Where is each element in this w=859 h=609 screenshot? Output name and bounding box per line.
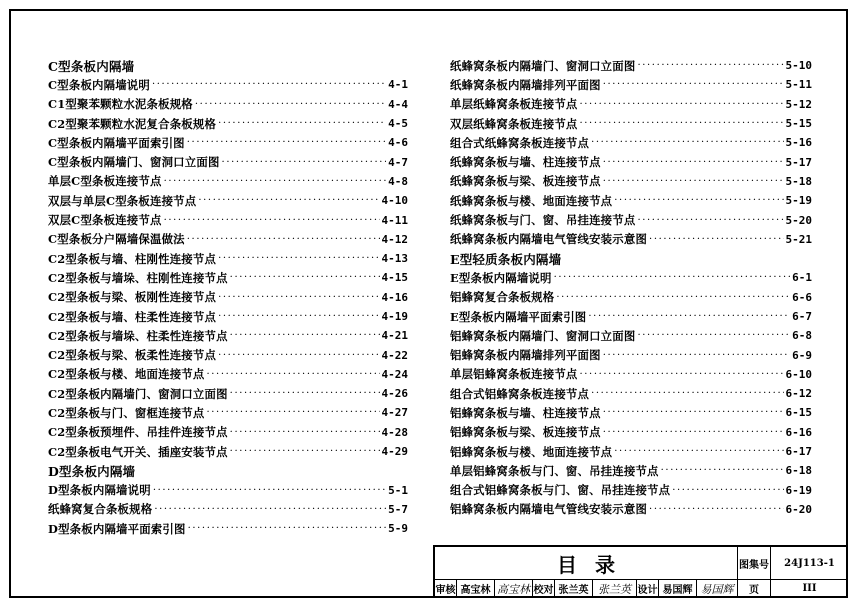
toc-entry-title: 纸蜂窝条板内隔墙电气管线安装示意图	[450, 232, 648, 247]
toc-entry[interactable]	[450, 114, 812, 133]
toc-entry-title: 组合式纸蜂窝条板连接节点	[450, 135, 590, 150]
review-label: 审核	[435, 580, 457, 598]
toc-left-column	[48, 56, 408, 538]
toc-entry-page: 4-10	[381, 194, 408, 208]
designer-signature-text: 易国辉	[700, 582, 734, 596]
toc-entry-title: C2型条板与梁、板柔性连接节点	[48, 348, 217, 363]
leader-dots	[152, 79, 386, 90]
toc-entry-page: 4-11	[381, 213, 408, 227]
toc-entry[interactable]	[48, 384, 408, 403]
leader-dots	[164, 215, 380, 226]
toc-entry[interactable]	[48, 172, 408, 191]
toc-entry-page: 4-29	[381, 445, 408, 459]
toc-entry-title: C2型条板内隔墙门、窗洞口立面图	[48, 386, 228, 401]
leader-dots	[649, 504, 783, 515]
toc-entry-title: C型条板内隔墙门、窗洞口立面图	[48, 155, 220, 170]
toc-entry-title: 铝蜂窝条板与梁、板连接节点	[450, 425, 601, 440]
leader-dots	[230, 446, 380, 457]
toc-entry-title: 铝蜂窝条板内隔墙电气管线安装示意图	[450, 502, 648, 517]
toc-entry[interactable]	[450, 500, 812, 519]
toc-entry-title: D型条板内隔墙平面索引图	[48, 521, 186, 536]
toc-entry-title: C2型条板与楼、地面连接节点	[48, 367, 205, 382]
leader-dots	[637, 60, 783, 71]
toc-entry-page: 4-4	[388, 97, 408, 111]
toc-entry[interactable]	[450, 365, 812, 384]
leader-dots	[218, 292, 379, 303]
leader-dots	[222, 157, 387, 168]
toc-entry-title: C2型条板与墙垛、柱柔性连接节点	[48, 328, 228, 343]
toc-entry-title: C型条板内隔墙说明	[48, 77, 150, 92]
toc-entry-page: 6-20	[785, 502, 812, 516]
toc-entry-page: 4-12	[381, 232, 408, 246]
toc-entry-title: 组合式铝蜂窝条板连接节点	[450, 386, 590, 401]
toc-entry-page: 6-19	[785, 483, 812, 497]
toc-entry[interactable]	[450, 191, 812, 210]
leader-dots	[198, 195, 379, 206]
leader-dots	[218, 118, 386, 129]
leader-dots	[206, 369, 379, 380]
toc-entry-page: 4-22	[381, 348, 408, 362]
toc-entry[interactable]	[48, 114, 408, 133]
reviewer-signature-text: 高宝林	[497, 582, 530, 596]
toc-entry-page: 4-19	[381, 310, 408, 323]
designer-name: 易国辉	[659, 580, 697, 598]
leader-dots	[637, 330, 790, 341]
toc-entry[interactable]	[48, 403, 408, 422]
toc-entry-page: 6-16	[785, 425, 812, 439]
toc-entry-title: C2型条板预埋件、吊挂件连接节点	[48, 425, 228, 440]
toc-entry-title: C2型条板与梁、板刚性连接节点	[48, 290, 217, 305]
toc-entry-title: 纸蜂窝条板与墙、柱连接节点	[450, 155, 601, 170]
leader-dots	[154, 504, 386, 515]
designer-signature	[697, 580, 738, 598]
toc-entry[interactable]	[48, 519, 408, 538]
leader-dots	[649, 234, 783, 245]
leader-dots	[580, 99, 784, 110]
toc-entry[interactable]	[48, 95, 408, 114]
toc-entry[interactable]	[48, 152, 408, 171]
leader-dots	[672, 485, 783, 496]
atlas-number: 24J113-1	[771, 547, 848, 580]
toc-entry-page: 6-9	[792, 348, 812, 362]
toc-entry[interactable]	[450, 481, 812, 500]
toc-entry-page: 4-8	[388, 174, 408, 188]
leader-dots	[206, 407, 379, 418]
toc-entry-page: 4-1	[388, 78, 408, 92]
toc-entry-page: 4-24	[381, 367, 408, 381]
toc-entry-title: D型条板内隔墙说明	[48, 483, 151, 498]
leader-dots	[637, 215, 783, 226]
toc-entry[interactable]	[48, 75, 408, 94]
toc-entry[interactable]	[450, 56, 812, 75]
toc-right-column	[450, 56, 812, 519]
leader-dots	[603, 427, 784, 438]
toc-entry[interactable]	[450, 384, 812, 403]
toc-entry-page: 5-16	[785, 136, 812, 150]
leader-dots	[603, 176, 784, 187]
leader-dots	[580, 369, 784, 380]
checker-signature-text: 张兰英	[598, 582, 631, 596]
checker-name: 张兰英	[555, 580, 593, 598]
toc-entry[interactable]	[48, 365, 408, 384]
toc-entry-page: 6-12	[785, 387, 812, 401]
toc-entry-page: 4-6	[388, 136, 408, 150]
toc-entry-title: C2型条板与墙垛、柱刚性连接节点	[48, 270, 228, 285]
section-heading-text: E型轻质条板内隔墙	[450, 251, 562, 267]
leader-dots	[588, 311, 790, 322]
toc-entry-title: 纸蜂窝条板内隔墙门、窗洞口立面图	[450, 58, 636, 73]
leader-dots	[230, 330, 380, 341]
atlas-number-label: 图集号	[738, 547, 771, 580]
toc-entry-page: 4-27	[381, 406, 408, 420]
toc-entry-title: 纸蜂窝条板与楼、地面连接节点	[450, 193, 613, 208]
leader-dots	[218, 311, 379, 322]
toc-entry-title: 纸蜂窝条板与门、窗、吊挂连接节点	[450, 213, 636, 228]
leader-dots	[230, 272, 380, 283]
leader-dots	[554, 272, 791, 283]
toc-entry-title: E型条板内隔墙说明	[450, 270, 552, 285]
toc-entry-page: 5-10	[785, 59, 812, 73]
toc-entry[interactable]	[450, 172, 812, 191]
toc-entry-title: 纸蜂窝条板内隔墙排列平面图	[450, 77, 601, 92]
toc-entry-page: 6-7	[792, 310, 812, 323]
toc-entry[interactable]	[450, 288, 812, 307]
leader-dots	[195, 99, 386, 110]
toc-entry-title: 纸蜂窝复合条板规格	[48, 502, 153, 517]
toc-entry-title: 单层铝蜂窝条板连接节点	[450, 367, 578, 382]
toc-entry-page: 6-8	[792, 329, 812, 343]
toc-entry-page: 5-19	[785, 194, 812, 208]
toc-entry-title: 铝蜂窝条板与楼、地面连接节点	[450, 444, 613, 459]
toc-entry[interactable]	[450, 461, 812, 480]
toc-entry-title: C2型条板电气开关、插座安装节点	[48, 444, 228, 459]
toc-entry[interactable]	[450, 230, 812, 249]
reviewer-signature	[495, 580, 533, 598]
toc-entry-title: E型条板内隔墙平面索引图	[450, 309, 587, 324]
toc-entry[interactable]	[450, 442, 812, 461]
toc-entry[interactable]	[450, 152, 812, 171]
toc-entry-title: 单层C型条板连接节点	[48, 174, 162, 189]
leader-dots	[603, 157, 784, 168]
toc-entry-title: C2型条板与墙、柱柔性连接节点	[48, 309, 217, 324]
toc-entry[interactable]	[450, 423, 812, 442]
leader-dots	[187, 234, 380, 245]
toc-entry-page: 6-15	[785, 406, 812, 420]
checker-signature	[593, 580, 637, 598]
toc-entry-page: 4-15	[381, 271, 408, 285]
toc-entry[interactable]	[48, 249, 408, 268]
page-label: 页	[738, 580, 771, 598]
leader-dots	[187, 137, 386, 148]
title-block	[433, 545, 848, 598]
leader-dots	[591, 388, 783, 399]
toc-entry[interactable]	[48, 442, 408, 461]
toc-entry-title: 纸蜂窝条板与梁、板连接节点	[450, 174, 601, 189]
toc-entry-title: 双层C型条板连接节点	[48, 213, 162, 228]
toc-entry-page: 4-21	[381, 329, 408, 343]
toc-entry-title: 单层铝蜂窝条板与门、窗、吊挂连接节点	[450, 463, 659, 478]
toc-entry-page: 5-17	[785, 155, 812, 169]
toc-entry-title: 铝蜂窝条板内隔墙排列平面图	[450, 348, 601, 363]
document-title: 目录	[435, 547, 738, 580]
toc-entry[interactable]	[48, 230, 408, 249]
toc-entry[interactable]	[48, 345, 408, 364]
toc-entry-title: 双层纸蜂窝条板连接节点	[450, 116, 578, 131]
toc-entry-title: C2型条板与门、窗框连接节点	[48, 405, 205, 420]
toc-entry[interactable]	[48, 500, 408, 519]
toc-entry[interactable]	[450, 268, 812, 287]
toc-entry-page: 5-9	[388, 522, 408, 536]
design-label: 设计	[637, 580, 659, 598]
leader-dots	[603, 79, 784, 90]
toc-entry-title: C2型聚苯颗粒水泥复合条板规格	[48, 116, 217, 131]
toc-entry-page: 4-13	[381, 252, 408, 266]
toc-entry-title: C型条板内隔墙平面索引图	[48, 135, 185, 150]
section-heading-text: C型条板内隔墙	[48, 58, 135, 74]
toc-entry[interactable]	[450, 210, 812, 229]
toc-entry-page: 5-11	[785, 78, 812, 92]
toc-entry[interactable]	[450, 345, 812, 364]
toc-entry[interactable]	[48, 288, 408, 307]
toc-entry-page: 6-6	[792, 290, 812, 304]
leader-dots	[580, 118, 784, 129]
leader-dots	[614, 446, 783, 457]
toc-entry-title: 双层与单层C型条板连接节点	[48, 193, 197, 208]
toc-entry-page: 4-28	[381, 425, 408, 439]
page-number: III	[771, 580, 848, 598]
toc-entry[interactable]	[48, 133, 408, 152]
toc-entry-title: 组合式铝蜂窝条板与门、窗、吊挂连接节点	[450, 483, 671, 498]
toc-entry-page: 5-18	[785, 174, 812, 188]
toc-entry-page: 6-17	[785, 445, 812, 459]
toc-entry[interactable]	[48, 210, 408, 229]
toc-entry-page: 5-12	[785, 97, 812, 111]
section-heading	[48, 56, 408, 75]
leader-dots	[556, 292, 790, 303]
toc-entry-page: 5-7	[388, 502, 408, 516]
leader-dots	[230, 427, 380, 438]
toc-entry[interactable]	[450, 326, 812, 345]
leader-dots	[153, 485, 386, 496]
toc-entry-page: 5-1	[388, 483, 408, 497]
toc-entry-page: 6-18	[785, 464, 812, 478]
leader-dots	[661, 465, 784, 476]
toc-entry-page: 4-7	[388, 155, 408, 169]
check-label: 校对	[533, 580, 555, 598]
toc-entry-title: 单层纸蜂窝条板连接节点	[450, 97, 578, 112]
toc-entry[interactable]	[48, 191, 408, 210]
toc-entry[interactable]	[48, 307, 408, 326]
toc-entry-page: 5-21	[785, 232, 812, 246]
toc-entry-page: 4-5	[388, 117, 408, 131]
leader-dots	[230, 388, 380, 399]
leader-dots	[218, 253, 379, 264]
toc-entry-title: 铝蜂窝复合条板规格	[450, 290, 555, 305]
toc-entry[interactable]	[48, 268, 408, 287]
section-heading	[48, 461, 408, 480]
reviewer-name: 高宝林	[457, 580, 495, 598]
leader-dots	[164, 176, 387, 187]
toc-entry-page: 4-26	[381, 387, 408, 401]
toc-entry-page: 5-20	[785, 213, 812, 227]
leader-dots	[591, 137, 783, 148]
toc-entry-page: 5-15	[785, 117, 812, 131]
toc-entry[interactable]	[450, 133, 812, 152]
toc-entry-title: C2型条板与墙、柱刚性连接节点	[48, 251, 217, 266]
toc-entry[interactable]	[450, 75, 812, 94]
toc-entry[interactable]	[48, 481, 408, 500]
leader-dots	[603, 350, 790, 361]
section-heading-text: D型条板内隔墙	[48, 463, 136, 479]
toc-entry-title: 铝蜂窝条板内隔墙门、窗洞口立面图	[450, 328, 636, 343]
toc-entry[interactable]	[48, 423, 408, 442]
toc-entry[interactable]	[450, 307, 812, 326]
toc-entry[interactable]	[450, 403, 812, 422]
toc-entry[interactable]	[450, 95, 812, 114]
section-heading	[450, 249, 812, 268]
toc-entry-title: C型条板分户隔墙保温做法	[48, 232, 185, 247]
leader-dots	[218, 350, 379, 361]
toc-entry[interactable]	[48, 326, 408, 345]
toc-entry-page: 6-10	[785, 367, 812, 381]
toc-entry-title: C1型聚苯颗粒水泥条板规格	[48, 97, 193, 112]
leader-dots	[603, 407, 784, 418]
toc-entry-page: 6-1	[792, 271, 812, 285]
leader-dots	[614, 195, 783, 206]
toc-entry-title: 铝蜂窝条板与墙、柱连接节点	[450, 405, 601, 420]
toc-entry-page: 4-16	[381, 290, 408, 304]
leader-dots	[188, 523, 387, 534]
